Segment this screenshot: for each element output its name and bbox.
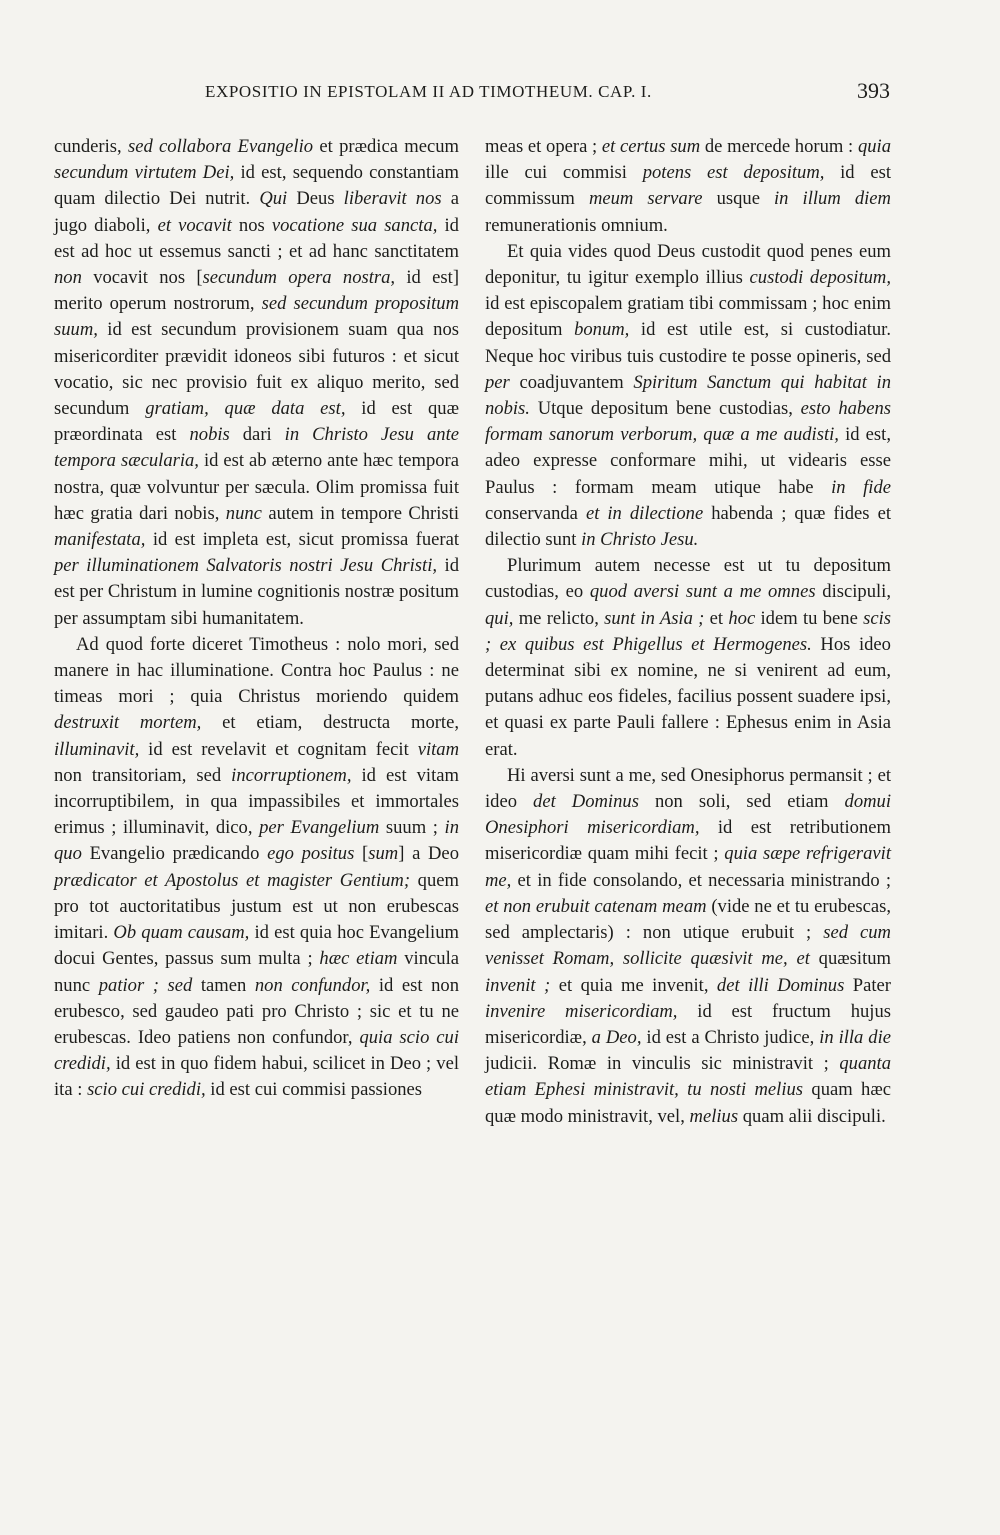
italic-run: prædicator et Apostolus et magister Gentium; (54, 869, 411, 891)
italic-run: potens est depositum, (642, 162, 825, 184)
italic-run: quia sæpe refrigeravit me, (485, 843, 891, 891)
text-run: id est revelavit et cognitam fecit (139, 738, 418, 760)
italic-run: quod aversi sunt a me omnes (589, 581, 816, 603)
text-run: id est quæ præordinata est (54, 398, 460, 446)
text-run: discipuli, (815, 581, 891, 603)
italic-run: a Deo, (591, 1026, 642, 1048)
text-run: id est] merito operum nostrorum, (54, 267, 460, 315)
italic-run: per (485, 371, 510, 393)
text-run: id est in quo fidem habui, scilicet in Deo ; vel ita : (54, 1053, 459, 1101)
text-run: quem pro tot auctoritatibus justum est ut non erubescas imitari. (54, 869, 459, 944)
italic-run: sum (368, 843, 399, 865)
italic-run: bonum, (574, 319, 630, 341)
text-run: id est ad hoc ut essemus sancti ; et ad hanc sanctitatem (54, 214, 459, 262)
text-run: id est ab æterno ante hæc tempora nostra, quæ volvuntur per sæcula. Olim promissa fuit hæc gratia dari nobis, (54, 450, 459, 524)
italic-run: in fide (831, 476, 891, 498)
italic-run: det illi Dominus (716, 974, 845, 996)
italic-run: non (54, 267, 82, 289)
italic-run: vocatione sua sancta, (271, 214, 438, 236)
italic-run: hoc (728, 607, 756, 629)
text-run: autem in tempore Christi (261, 502, 459, 524)
text-run: (vide ne et tu erubescas, sed amplectaris) : non utique erubuit ; (485, 895, 892, 944)
text-run: remunerationis omnium. (485, 214, 668, 236)
italic-run: esto habens formam sanorum verborum, quæ a me audisti, (485, 398, 891, 446)
italic-run: secundum opera nostra, (202, 267, 396, 289)
italic-run: liberavit nos (343, 188, 442, 210)
text-run: dari (229, 424, 285, 446)
text-run: Plurimum autem necesse est ut tu depositum custodias, eo (485, 555, 891, 603)
italic-run: invenire misericordiam, (485, 1000, 678, 1022)
text-run: id est quia hoc Evangelium docui Gentes, passus sum multa ; (54, 922, 459, 970)
text-run: et etiam, destructa morte, (201, 712, 459, 734)
text-run: id est fructum hujus misericordiæ, (485, 1000, 891, 1048)
italic-run: non confundor, (254, 974, 371, 996)
text-run: idem tu bene (755, 607, 864, 629)
italic-run: sunt in Asia ; (604, 607, 705, 629)
text-run: id est, adeo expresse conformare mihi, ut videaris esse Paulus : formam meam utique habe (485, 424, 891, 498)
italic-run: in Christo Jesu. (581, 529, 699, 551)
text-run: id est non erubesco, sed gaudeo pati pro Christo ; sic et tu ne erubescas. Ideo patiens non confundor, (54, 974, 460, 1048)
text-run: id est, sequendo constantiam quam dilectio Dei nutrit. (54, 162, 459, 210)
text-run: id est per Christum in lumine cognitionis nostræ positum per assumptam sibi humanitatem. (54, 555, 459, 629)
paragraph-right-4 (485, 763, 891, 1130)
paragraph-right-3 (485, 553, 891, 763)
italic-run: gratiam, quæ data est, (145, 398, 346, 420)
text-run: coadjuvantem (509, 371, 634, 393)
text-run: id est a Christo judice, (641, 1026, 820, 1048)
text-run: et prædica mecum (313, 136, 459, 157)
paragraph-left-1 (54, 134, 459, 632)
text-run: nos (231, 214, 272, 236)
italic-run: vitam (417, 738, 459, 760)
italic-run: manifestata, (54, 529, 146, 551)
paragraph-right-1 (485, 134, 891, 239)
text-run: id est utile est, si custodiatur. Neque hoc viribus tuis custodire te posse opineris, sed (485, 319, 891, 367)
text-run: Hos ideo determinat sibi ex nomine, ne si venirent ad eum, putans adhuc eos fideles, facilius possent suadere ipsi, et quasi ex parte Pauli fallere : Ephesus enim in Asia erat. (485, 633, 891, 760)
italic-run: sed cum venisset Romam, sollicite quæsivit me, et (485, 922, 891, 970)
text-run: quæsitum (809, 948, 891, 970)
italic-run: in illum diem (774, 188, 891, 210)
italic-run: scis ; ex quibus est Phigellus et Hermogenes. (485, 607, 892, 655)
text-run: id est cui commisi passiones (205, 1079, 423, 1101)
italic-run: sed secundum propositum suum, (54, 293, 459, 341)
text-run: tamen (192, 974, 255, 996)
italic-run: incorruptionem, (231, 764, 352, 786)
text-run: me relicto, (513, 607, 605, 629)
text-run: judicii. Romæ in vinculis sic ministravit ; (485, 1053, 840, 1075)
running-title: EXPOSITIO IN EPISTOLAM II AD TIMOTHEUM. CAP. I. (205, 82, 652, 101)
italic-run: Spiritum Sanctum qui habitat in nobis. (485, 371, 891, 420)
text-run: et in fide consolando, et necessaria ministrando ; (511, 869, 891, 891)
page-header (0, 78, 1000, 110)
text-run: id est episcopalem gratiam tibi commissam ; hoc enim depositum (485, 293, 891, 341)
text-run: habenda ; quæ fides et dilectio sunt (485, 502, 891, 551)
italic-run: secundum virtutem Dei, (54, 162, 235, 184)
italic-run: per illuminationem Salvatoris nostri Jesu Christi, (54, 555, 438, 577)
italic-run: patior ; sed (98, 974, 193, 996)
italic-run: per Evangelium (259, 817, 380, 839)
text-run: cunderis, (54, 136, 128, 157)
text-run: ] a Deo (398, 843, 459, 865)
italic-run: det Dominus (533, 791, 639, 813)
text-run: ille cui commisi (485, 162, 643, 184)
text-run: non transitoriam, sed (54, 764, 232, 786)
text-run: Et quia vides quod Deus custodit quod penes eum deponitur, tu igitur exemplo illius (485, 240, 891, 289)
italic-run: et in dilectione (585, 502, 704, 524)
paragraph-right-2 (485, 239, 891, 553)
italic-run: hæc etiam (319, 948, 398, 970)
text-run: Ad quod forte diceret Timotheus : nolo mori, sed manere in hac illuminatione. Contra hoc Paulus : ne timeas mori ; quia Christus moriendo quidem (54, 633, 459, 708)
right-column (485, 134, 891, 1130)
italic-run: illuminavit, (54, 738, 140, 760)
italic-run: et certus sum (601, 136, 701, 157)
text-run: a jugo diaboli, (54, 188, 459, 236)
italic-run: et non erubuit catenam meam (485, 895, 707, 917)
text-run: usque (702, 188, 775, 210)
text-run: conservanda (485, 502, 586, 524)
italic-run: sed collabora Evangelio (127, 136, 314, 157)
text-run: id est commissum (485, 162, 891, 210)
italic-run: ego positus (267, 843, 355, 865)
text-run: Utque depositum bene custodias, (529, 398, 801, 420)
italic-run: domui Onesiphori misericordiam, (485, 791, 892, 839)
italic-run: Ob quam causam, (113, 922, 250, 944)
italic-run: melius (689, 1105, 739, 1127)
text-run: et (704, 607, 729, 629)
text-run: quam hæc quæ modo ministravit, vel, (485, 1079, 891, 1127)
left-column (54, 134, 459, 1104)
text-run: Evangelio prædicando (81, 843, 268, 865)
text-run: quam alii discipuli. (738, 1105, 886, 1127)
page-number: 393 (857, 78, 890, 103)
text-run: Hi aversi sunt a me, sed Onesiphorus permansit ; et ideo (485, 764, 891, 813)
italic-run: nunc (225, 502, 262, 524)
italic-run: quia scio cui credidi, (54, 1026, 459, 1075)
text-run: suum ; (379, 817, 445, 839)
text-run: meas et opera ; (485, 136, 602, 157)
italic-run: custodi depositum, (749, 267, 892, 289)
text-run: vocavit nos [ (81, 267, 203, 289)
text-run: id est retributionem misericordiæ quam mihi fecit ; (485, 817, 891, 865)
text-run: de mercede horum : (700, 136, 858, 157)
text-run: [ (354, 843, 369, 865)
italic-run: nobis (189, 424, 230, 446)
text-run: id est secundum provisionem suam qua nos misericorditer prævidit idoneos sibi futuros : et sicut vocatio, sic nec provisio fuit ex aliquo merito, sed secundum (54, 319, 459, 420)
italic-run: et vocavit (157, 214, 232, 236)
italic-run: in Christo Jesu ante tempora sæcularia, (54, 424, 459, 472)
italic-run: meum servare (588, 188, 703, 210)
italic-run: quia (857, 136, 891, 157)
italic-run: destruxit mortem, (54, 712, 202, 734)
text-run: id est vitam incorruptibilem, in qua impassibiles et immortales erimus ; illuminavit, dico, (54, 764, 459, 839)
paragraph-left-2 (54, 632, 459, 1104)
text-run: Pater (844, 974, 891, 996)
italic-run: in quo (54, 817, 460, 865)
italic-run: qui, (485, 607, 514, 629)
italic-run: Qui (259, 188, 288, 210)
text-run: et quia me invenit, (550, 974, 717, 996)
italic-run: in illa die (819, 1026, 891, 1048)
italic-run: scio cui credidi, (87, 1079, 206, 1101)
text-run: vincula nunc (54, 948, 459, 996)
text-run: id est impleta est, sicut promissa fuerat (145, 529, 459, 551)
text-run: Deus (287, 188, 344, 210)
italic-run: quanta etiam Ephesi ministravit, tu nosti melius (485, 1053, 891, 1101)
text-run: non soli, sed etiam (638, 791, 845, 813)
italic-run: invenit ; (485, 974, 551, 996)
